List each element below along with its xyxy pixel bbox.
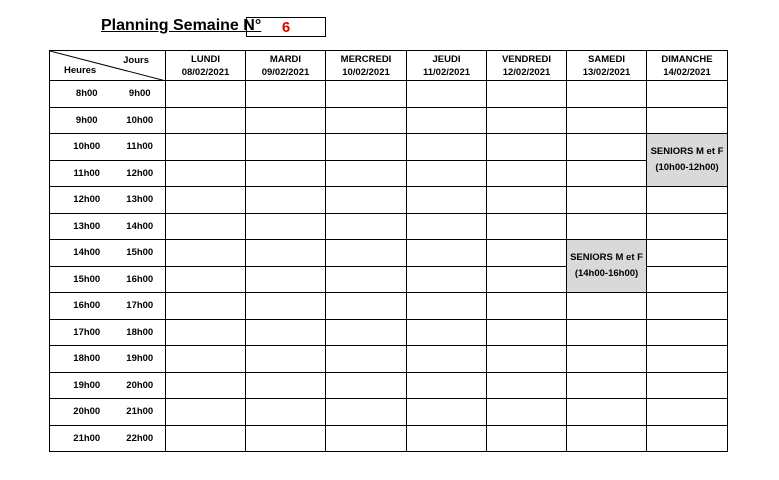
schedule-cell[interactable]	[487, 107, 567, 134]
schedule-cell[interactable]	[647, 425, 728, 452]
slot-end-time: 19h00	[108, 346, 166, 373]
time-slot-row	[50, 187, 728, 214]
page-title: Planning Semaine N°	[101, 17, 262, 34]
schedule-cell[interactable]	[326, 346, 407, 373]
day-date: 14/02/2021	[663, 66, 711, 78]
time-slot-row	[50, 160, 728, 187]
slot-start-time: 12h00	[50, 187, 108, 214]
schedule-cell[interactable]	[407, 319, 487, 346]
slot-start-time: 17h00	[50, 319, 108, 346]
time-slot-row	[50, 107, 728, 134]
schedule-cell[interactable]	[407, 266, 487, 293]
schedule-cell[interactable]	[166, 319, 246, 346]
day-header-samedi	[567, 51, 647, 81]
slot-start-time: 19h00	[50, 372, 108, 399]
schedule-cell[interactable]	[487, 187, 567, 214]
time-slot-row	[50, 213, 728, 240]
schedule-cell[interactable]	[246, 107, 326, 134]
schedule-cell[interactable]	[246, 266, 326, 293]
day-header-vendredi	[487, 51, 567, 81]
schedule-cell[interactable]	[487, 160, 567, 187]
schedule-cell[interactable]	[326, 319, 407, 346]
time-slot-row	[50, 240, 728, 267]
slot-start-time: 14h00	[50, 240, 108, 267]
schedule-cell[interactable]	[647, 293, 728, 320]
day-name: JEUDI	[432, 53, 461, 65]
event-time: (14h00-16h00)	[574, 268, 639, 279]
schedule-cell[interactable]	[407, 213, 487, 240]
schedule-cell[interactable]	[407, 134, 487, 161]
schedule-cell[interactable]	[166, 399, 246, 426]
schedule-cell[interactable]	[647, 399, 728, 426]
time-slot-row	[50, 346, 728, 373]
schedule-cell[interactable]	[326, 187, 407, 214]
time-slot-row	[50, 372, 728, 399]
hours-axis-label: Heures	[64, 65, 97, 76]
schedule-cell[interactable]	[407, 346, 487, 373]
event-block[interactable]	[567, 240, 647, 293]
slot-start-time: 18h00	[50, 346, 108, 373]
schedule-cell[interactable]	[487, 399, 567, 426]
schedule-cell[interactable]	[246, 81, 326, 108]
days-axis-label: Jours	[123, 55, 149, 66]
schedule-cell[interactable]	[407, 399, 487, 426]
day-header-mardi	[246, 51, 326, 81]
schedule-cell[interactable]	[487, 425, 567, 452]
slot-start-time: 11h00	[50, 160, 108, 187]
schedule-cell[interactable]	[567, 372, 647, 399]
event-block[interactable]	[647, 134, 728, 187]
schedule-cell[interactable]	[166, 372, 246, 399]
schedule-cell[interactable]	[166, 293, 246, 320]
day-name: SAMEDI	[588, 53, 625, 65]
slot-end-time: 21h00	[108, 399, 166, 426]
time-slot-row	[50, 81, 728, 108]
day-header-dimanche	[647, 51, 728, 81]
day-header-lundi	[166, 51, 246, 81]
schedule-cell[interactable]	[326, 372, 407, 399]
slot-end-time: 20h00	[108, 372, 166, 399]
schedule-cell[interactable]	[326, 399, 407, 426]
schedule-cell[interactable]	[567, 346, 647, 373]
slot-end-time: 11h00	[108, 134, 166, 161]
schedule-cell[interactable]	[246, 372, 326, 399]
schedule-cell[interactable]	[166, 107, 246, 134]
schedule-cell[interactable]	[166, 160, 246, 187]
schedule-cell[interactable]	[487, 293, 567, 320]
slot-end-time: 13h00	[108, 187, 166, 214]
schedule-cell[interactable]	[246, 134, 326, 161]
schedule-cell[interactable]	[407, 107, 487, 134]
schedule-cell[interactable]	[166, 240, 246, 267]
schedule-cell[interactable]	[326, 134, 407, 161]
schedule-cell[interactable]	[567, 213, 647, 240]
schedule-cell[interactable]	[166, 81, 246, 108]
schedule-cell[interactable]	[246, 187, 326, 214]
schedule-cell[interactable]	[166, 187, 246, 214]
schedule-cell[interactable]	[647, 81, 728, 108]
schedule-cell[interactable]	[166, 266, 246, 293]
slot-end-time: 17h00	[108, 293, 166, 320]
schedule-cell[interactable]	[326, 240, 407, 267]
schedule-cell[interactable]	[246, 213, 326, 240]
event-time: (10h00-12h00)	[655, 162, 719, 173]
schedule-cell[interactable]	[246, 346, 326, 373]
slot-start-time: 10h00	[50, 134, 108, 161]
slot-start-time: 13h00	[50, 213, 108, 240]
event-title: SENIORS M et F	[570, 252, 643, 263]
schedule-cell[interactable]	[407, 293, 487, 320]
schedule-cell[interactable]	[407, 240, 487, 267]
time-slot-row	[50, 425, 728, 452]
schedule-cell[interactable]	[246, 160, 326, 187]
schedule-cell[interactable]	[246, 240, 326, 267]
event-title: SENIORS M et F	[650, 146, 724, 157]
schedule-cell[interactable]	[647, 346, 728, 373]
header-row	[50, 51, 728, 81]
slot-start-time: 9h00	[50, 107, 108, 134]
schedule-cell[interactable]	[647, 372, 728, 399]
slot-end-time: 10h00	[108, 107, 166, 134]
time-slot-row	[50, 134, 728, 161]
schedule-cell[interactable]	[326, 425, 407, 452]
schedule-cell[interactable]	[487, 346, 567, 373]
slot-end-time: 14h00	[108, 213, 166, 240]
schedule-cell[interactable]	[567, 134, 647, 161]
schedule-cell[interactable]	[326, 160, 407, 187]
schedule-cell[interactable]	[487, 81, 567, 108]
schedule-cell[interactable]	[407, 187, 487, 214]
day-date: 13/02/2021	[582, 66, 631, 78]
day-name: MARDI	[269, 53, 302, 65]
day-date: 12/02/2021	[502, 66, 551, 78]
schedule-cell[interactable]	[647, 187, 728, 214]
day-header-jeudi	[407, 51, 487, 81]
schedule-cell[interactable]	[567, 81, 647, 108]
schedule-cell[interactable]	[567, 187, 647, 214]
day-name: MERCREDI	[340, 53, 392, 65]
schedule-cell[interactable]	[567, 319, 647, 346]
schedule-cell[interactable]	[326, 107, 407, 134]
day-date: 11/02/2021	[422, 66, 471, 78]
schedule-cell[interactable]	[407, 425, 487, 452]
slot-start-time: 8h00	[50, 81, 108, 108]
slot-end-time: 9h00	[108, 81, 166, 108]
corner-header	[50, 51, 166, 81]
slot-start-time: 16h00	[50, 293, 108, 320]
schedule-cell[interactable]	[647, 240, 728, 267]
slot-end-time: 22h00	[108, 425, 166, 452]
schedule-cell[interactable]	[487, 319, 567, 346]
slot-start-time: 20h00	[50, 399, 108, 426]
schedule-cell[interactable]	[166, 425, 246, 452]
schedule-cell[interactable]	[567, 425, 647, 452]
schedule-cell[interactable]	[326, 266, 407, 293]
schedule-cell[interactable]	[567, 293, 647, 320]
schedule-cell[interactable]	[567, 160, 647, 187]
schedule-cell[interactable]	[326, 293, 407, 320]
time-slot-row	[50, 319, 728, 346]
schedule-cell[interactable]	[487, 134, 567, 161]
schedule-cell[interactable]	[567, 107, 647, 134]
day-name: DIMANCHE	[661, 53, 713, 65]
schedule-cell[interactable]	[246, 319, 326, 346]
schedule-cell[interactable]	[487, 372, 567, 399]
schedule-cell[interactable]	[647, 107, 728, 134]
schedule-cell[interactable]	[326, 213, 407, 240]
schedule-cell[interactable]	[407, 81, 487, 108]
schedule-cell[interactable]	[326, 81, 407, 108]
day-date: 09/02/2021	[261, 66, 310, 78]
day-name: LUNDI	[190, 53, 221, 65]
schedule-cell[interactable]	[647, 319, 728, 346]
schedule-cell[interactable]	[246, 399, 326, 426]
schedule-cell[interactable]	[487, 266, 567, 293]
schedule-cell[interactable]	[166, 134, 246, 161]
schedule-cell[interactable]	[246, 425, 326, 452]
week-number-field[interactable]: 6	[246, 17, 326, 37]
day-date: 10/02/2021	[342, 66, 390, 78]
time-slot-row	[50, 293, 728, 320]
day-date: 08/02/2021	[181, 66, 230, 78]
schedule-cell[interactable]	[487, 240, 567, 267]
slot-end-time: 15h00	[108, 240, 166, 267]
schedule-cell[interactable]	[166, 346, 246, 373]
schedule-cell[interactable]	[647, 266, 728, 293]
schedule-cell[interactable]	[407, 160, 487, 187]
schedule-cell[interactable]	[407, 372, 487, 399]
slot-end-time: 12h00	[108, 160, 166, 187]
schedule-cell[interactable]	[567, 399, 647, 426]
schedule-cell[interactable]	[166, 213, 246, 240]
slot-end-time: 18h00	[108, 319, 166, 346]
slot-end-time: 16h00	[108, 266, 166, 293]
schedule-cell[interactable]	[246, 293, 326, 320]
schedule-cell[interactable]	[487, 213, 567, 240]
weekly-schedule-table	[49, 50, 728, 452]
slot-start-time: 21h00	[50, 425, 108, 452]
slot-start-time: 15h00	[50, 266, 108, 293]
day-header-mercredi	[326, 51, 407, 81]
day-name: VENDREDI	[501, 53, 552, 65]
schedule-cell[interactable]	[647, 213, 728, 240]
time-slot-row	[50, 399, 728, 426]
